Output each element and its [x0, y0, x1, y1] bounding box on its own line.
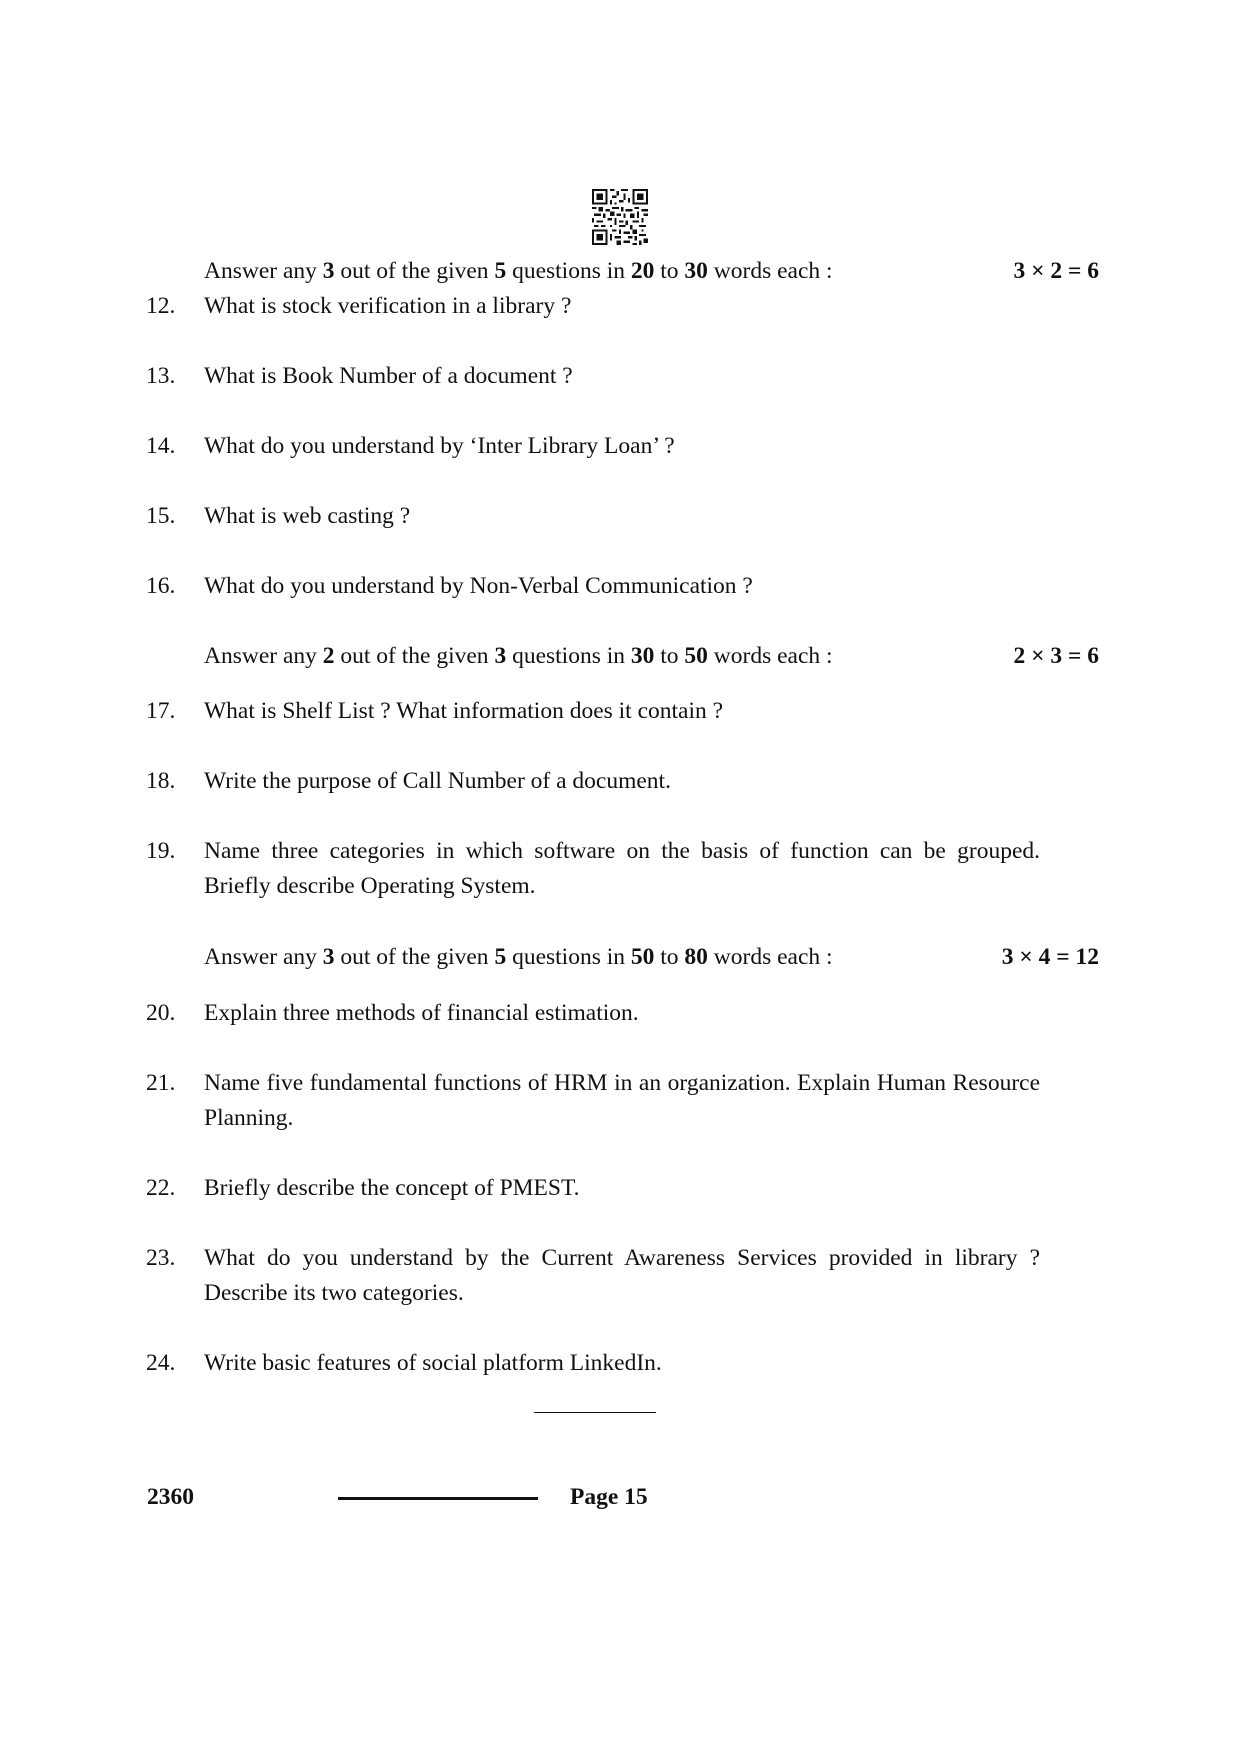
qr-code-icon [592, 189, 648, 245]
section-instruction-3 [204, 940, 1099, 975]
question-text: Name five fundamental functions of HRM in an organization. Explain Human Resource Planning. [204, 1070, 1040, 1131]
instruction-text: Answer any 3 out of the given 5 questions in 20 to 30 words each : [204, 258, 833, 284]
question-text: What do you understand by Non-Verbal Communication ? [204, 573, 753, 599]
question-text: What is stock verification in a library ? [204, 293, 572, 319]
section-instruction-2 [204, 639, 1099, 674]
question-text: What is Book Number of a document ? [204, 363, 573, 389]
question-text: Write the purpose of Call Number of a document. [204, 768, 671, 794]
footer-divider [338, 1497, 538, 1500]
question-number: 18. [146, 768, 176, 794]
question-text: What do you understand by the Current Awareness Services provided in library ? Describe its two categories. [204, 1245, 1040, 1306]
question-number: 20. [146, 1000, 176, 1026]
marks-scheme: 3 × 4 = 12 [1001, 944, 1099, 970]
question-number: 19. [146, 838, 176, 864]
question-number: 14. [146, 433, 176, 459]
end-divider [534, 1412, 656, 1413]
question-number: 24. [146, 1350, 176, 1376]
question-text: What is web casting ? [204, 503, 411, 529]
question-text: Explain three methods of financial estimation. [204, 1000, 639, 1026]
marks-scheme: 2 × 3 = 6 [1013, 643, 1099, 669]
question-number: 12. [146, 293, 176, 319]
instruction-text: Answer any 3 out of the given 5 questions in 50 to 80 words each : [204, 944, 833, 970]
paper-code: 2360 [147, 1484, 194, 1510]
question-number: 15. [146, 503, 176, 529]
question-text: What do you understand by ‘Inter Library Loan’ ? [204, 433, 675, 459]
question-number: 13. [146, 363, 176, 389]
question-number: 21. [146, 1070, 176, 1096]
question-text: Write basic features of social platform LinkedIn. [204, 1350, 662, 1376]
marks-scheme: 3 × 2 = 6 [1013, 258, 1099, 284]
question-text: Briefly describe the concept of PMEST. [204, 1175, 580, 1201]
instruction-text: Answer any 2 out of the given 3 questions in 30 to 50 words each : [204, 643, 833, 669]
section-instruction-1 [204, 254, 1099, 289]
question-text: Name three categories in which software on the basis of function can be grouped. Briefly describe Operating System. [204, 838, 1040, 899]
question-text: What is Shelf List ? What information does it contain ? [204, 698, 724, 724]
question-number: 17. [146, 698, 176, 724]
question-number: 16. [146, 573, 176, 599]
page-number: Page 15 [570, 1484, 648, 1510]
question-number: 22. [146, 1175, 176, 1201]
question-number: 23. [146, 1245, 176, 1271]
